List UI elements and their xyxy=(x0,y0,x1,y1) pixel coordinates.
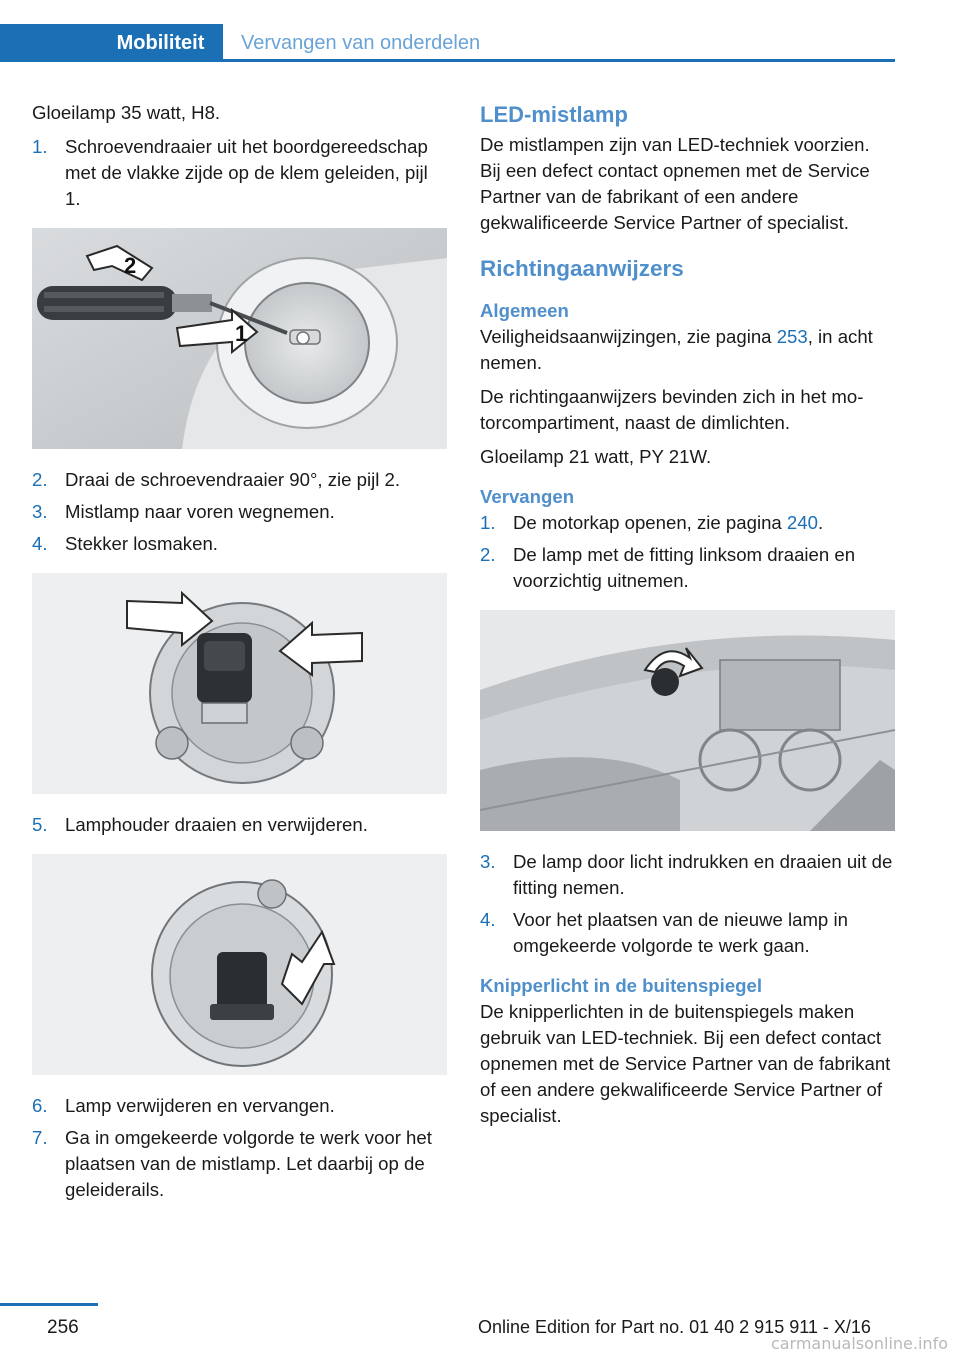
engine-bay-illustration xyxy=(480,610,895,831)
step-number: 6. xyxy=(32,1095,48,1116)
heading-led-foglamp: LED-mistlamp xyxy=(480,102,628,127)
step1-text-pre: De motorkap openen, zie pagina xyxy=(513,512,787,533)
fog-lamp-illustration xyxy=(32,573,447,794)
step-number: 3. xyxy=(32,501,48,522)
step-number: 1. xyxy=(480,512,496,533)
step-text: Schroevendraaier uit het boordgereedschap met de vlakke zijde op de klem geleiden, pijl 1. xyxy=(65,136,428,209)
list-item xyxy=(32,134,447,212)
page-number: 256 xyxy=(47,1317,79,1338)
step-number: 5. xyxy=(32,814,48,835)
tab-chapter[interactable]: Vervangen van onderdelen xyxy=(241,32,481,54)
step-text: Voor het plaatsen van de nieuwe lamp in omgekeerde volgorde te werk gaan. xyxy=(513,909,848,956)
page-link-240[interactable]: 240 xyxy=(786,512,818,533)
header-bar xyxy=(0,24,98,62)
header-rule xyxy=(223,59,895,62)
step-text: De lamp door licht indrukken en draaien uit de fitting nemen. xyxy=(513,851,893,898)
figure-screwdriver xyxy=(32,228,447,449)
screwdriver-illustration xyxy=(32,228,447,449)
step-text: De lamp met de fitting linksom draaien en voorzichtig uitnemen. xyxy=(513,544,856,591)
step-list-b xyxy=(32,467,447,557)
safety-text-post: , in acht nemen. xyxy=(480,326,873,373)
mirror-indicator-text: De knipperlichten in de buitenspiegels maken gebruik van LED-techniek. Bij een defect contact opnemen met de Service Partner van de fabrikant of een andere gekwalificeerde Service Partner of specialist. xyxy=(480,1001,891,1126)
safety-text-pre: Veiligheidsaanwijzingen, zie pagina xyxy=(480,326,777,347)
step-number: 1. xyxy=(32,136,48,157)
step-text: Lamp verwijderen en vervangen. xyxy=(65,1095,335,1116)
step-list-c xyxy=(32,812,447,838)
heading-mirror-indicator: Knipperlicht in de buitenspiegel xyxy=(480,975,763,996)
step-number: 2. xyxy=(32,469,48,490)
edition-info: Online Edition for Part no. 01 40 2 915 911 - X/16 xyxy=(478,1317,871,1337)
heading-turn-signals: Richtingaanwijzers xyxy=(480,256,684,281)
step-number: 7. xyxy=(32,1127,48,1148)
step-number: 2. xyxy=(480,544,496,565)
list-item xyxy=(32,812,447,838)
left-column xyxy=(32,100,447,1209)
watermark: carmanualsonline.info xyxy=(770,1334,948,1353)
step-text: Lamphouder draaien en verwijderen. xyxy=(65,814,368,835)
page-header xyxy=(0,0,960,64)
list-item xyxy=(480,542,895,594)
led-foglamp-text: De mistlampen zijn van LED-techniek voorzien. Bij een defect contact opnemen met de Service Partner van de fabrikant of een andere gekwalificeerde Service Partner of specialist. xyxy=(480,134,870,233)
step-text: Mistlamp naar voren wegnemen. xyxy=(65,501,335,522)
step-list-a xyxy=(32,134,447,212)
heading-replace: Vervangen xyxy=(480,486,575,507)
list-item xyxy=(480,510,895,536)
bulb-spec-fog: Gloeilamp 35 watt, H8. xyxy=(32,102,221,123)
step-text xyxy=(513,510,895,536)
tab-section[interactable]: Mobiliteit xyxy=(98,24,223,62)
safety-reference xyxy=(480,324,895,376)
arrow-label-1: 1 xyxy=(235,321,248,346)
step1-text-post: . xyxy=(817,512,824,533)
step-number: 4. xyxy=(32,533,48,554)
figure-engine-bay xyxy=(480,610,895,831)
list-item xyxy=(32,499,447,525)
list-item xyxy=(32,467,447,493)
step-number: 3. xyxy=(480,851,496,872)
arrow-label-2: 2 xyxy=(124,253,137,278)
list-item xyxy=(480,849,895,901)
figure-fog-lamp-connector xyxy=(32,573,447,794)
list-item xyxy=(32,1125,447,1203)
step-text: Ga in omgekeerde volgorde te werk voor het plaatsen van de mistlamp. Let daarbij op de geleiderails. xyxy=(65,1127,432,1200)
step-text: Draai de schroevendraaier 90°, zie pijl 2. xyxy=(65,469,401,490)
list-item xyxy=(32,531,447,557)
list-item xyxy=(32,1093,447,1119)
right-column xyxy=(480,100,895,1137)
figure-lamp-holder xyxy=(32,854,447,1075)
lamp-holder-illustration xyxy=(32,854,447,1075)
step-number: 4. xyxy=(480,909,496,930)
footer-rule xyxy=(0,1303,98,1306)
page-link-253[interactable]: 253 xyxy=(776,326,808,347)
list-item xyxy=(480,907,895,959)
heading-general: Algemeen xyxy=(480,300,569,321)
step-list-d xyxy=(32,1093,447,1203)
step-list-right xyxy=(480,849,895,959)
location-text: De richtingaanwijzers bevinden zich in het motorcompartiment, naast de dimlichten. xyxy=(480,386,864,433)
step-text: Stekker losmaken. xyxy=(65,533,218,554)
bulb-spec-turn: Gloeilamp 21 watt, PY 21W. xyxy=(480,446,712,467)
